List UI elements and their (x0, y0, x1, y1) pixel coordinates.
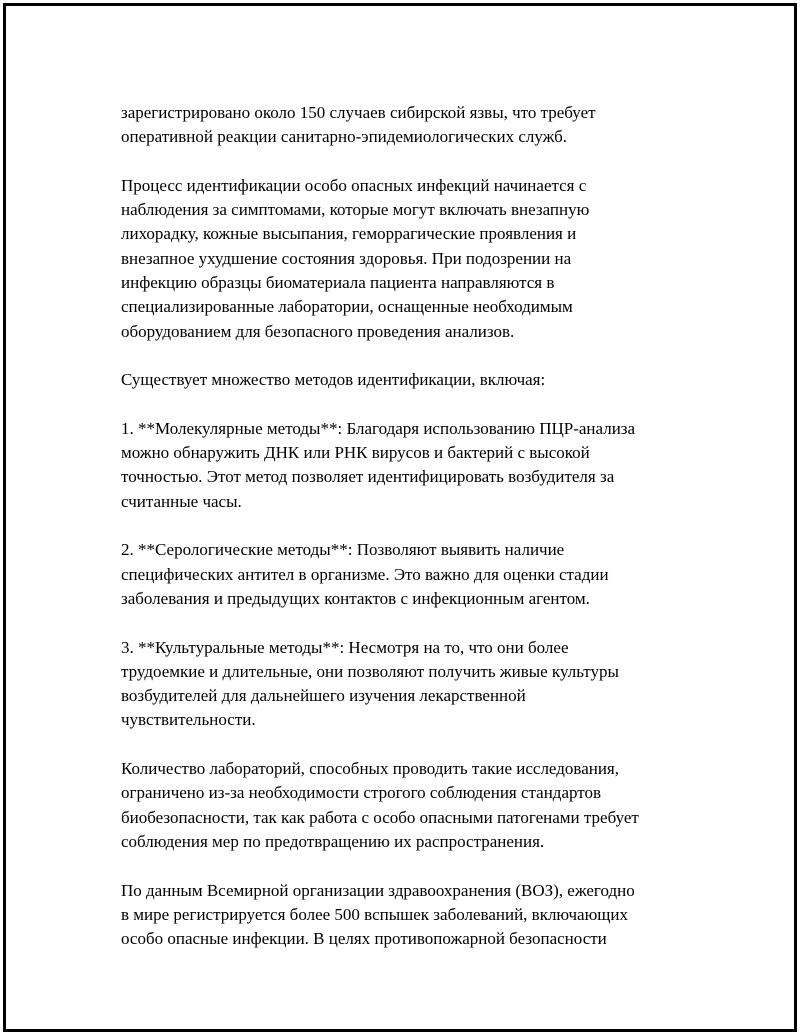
text-line: точностью. Этот метод позволяет идентифицировать возбудителя за (121, 467, 615, 487)
text-line: специализированные лаборатории, оснащенные необходимым (121, 297, 573, 317)
text-line: возбудителей для дальнейшего изучения лекарственной (121, 686, 526, 706)
text-line: специфических антител в организме. Это важно для оценки стадии (121, 564, 609, 584)
text-line: можно обнаружить ДНК или РНК вирусов и бактерий с высокой (121, 443, 590, 463)
text-line: наблюдения за симптомами, которые могут включать внезапную (121, 200, 590, 220)
page-frame (3, 3, 797, 1032)
text-line: По данным Всемирной организации здравоохранения (ВОЗ), ежегодно (121, 880, 635, 900)
text-line: Существует множество методов идентификации, включая: (121, 370, 546, 390)
text-line: ограничено из-за необходимости строгого соблюдения стандартов (121, 783, 602, 803)
text-line: 1. **Молекулярные методы**: Благодаря использованию ПЦР-анализа (121, 418, 636, 438)
list-item-serological-methods (121, 538, 711, 611)
text-line: трудоемкие и длительные, они позволяют получить живые культуры (121, 661, 619, 681)
paragraph-1 (121, 101, 711, 150)
paragraph-2 (121, 174, 711, 344)
text-line: заболевания и предыдущих контактов с инфекционным агентом. (121, 588, 590, 608)
text-line: Количество лабораторий, способных проводить такие исследования, (121, 759, 620, 779)
text-line: соблюдения мер по предотвращению их распространения. (121, 831, 545, 851)
text-line: 3. **Культуральные методы**: Несмотря на то, что они более (121, 637, 569, 657)
list-item-cultural-methods (121, 636, 711, 733)
text-line: считанные часы. (121, 491, 242, 511)
paragraph-who-data (121, 879, 711, 952)
text-line: оборудованием для безопасного проведения анализов. (121, 321, 515, 341)
paragraph-3 (121, 368, 711, 392)
text-line: лихорадку, кожные высыпания, геморрагические проявления и (121, 224, 577, 244)
text-line: 2. **Серологические методы**: Позволяют выявить наличие (121, 540, 565, 560)
text-line: инфекцию образцы биоматериала пациента направляются в (121, 273, 555, 293)
text-line: оперативной реакции санитарно-эпидемиологических служб. (121, 127, 568, 147)
text-line: биобезопасности, так как работа с особо опасными патогенами требует (121, 807, 639, 827)
text-line: зарегистрировано около 150 случаев сибирской язвы, что требует (121, 103, 596, 122)
document-body (121, 101, 711, 951)
text-line: особо опасные инфекции. В целях противопожарной безопасности (121, 929, 607, 949)
list-item-molecular-methods (121, 417, 711, 514)
text-line: чувствительности. (121, 710, 256, 730)
text-line: Процесс идентификации особо опасных инфекций начинается с (121, 175, 587, 195)
text-line: внезапное ухудшение состояния здоровья. При подозрении на (121, 248, 572, 268)
paragraph-laboratories (121, 757, 711, 854)
text-line: в мире регистрируется более 500 вспышек заболеваний, включающих (121, 904, 628, 924)
